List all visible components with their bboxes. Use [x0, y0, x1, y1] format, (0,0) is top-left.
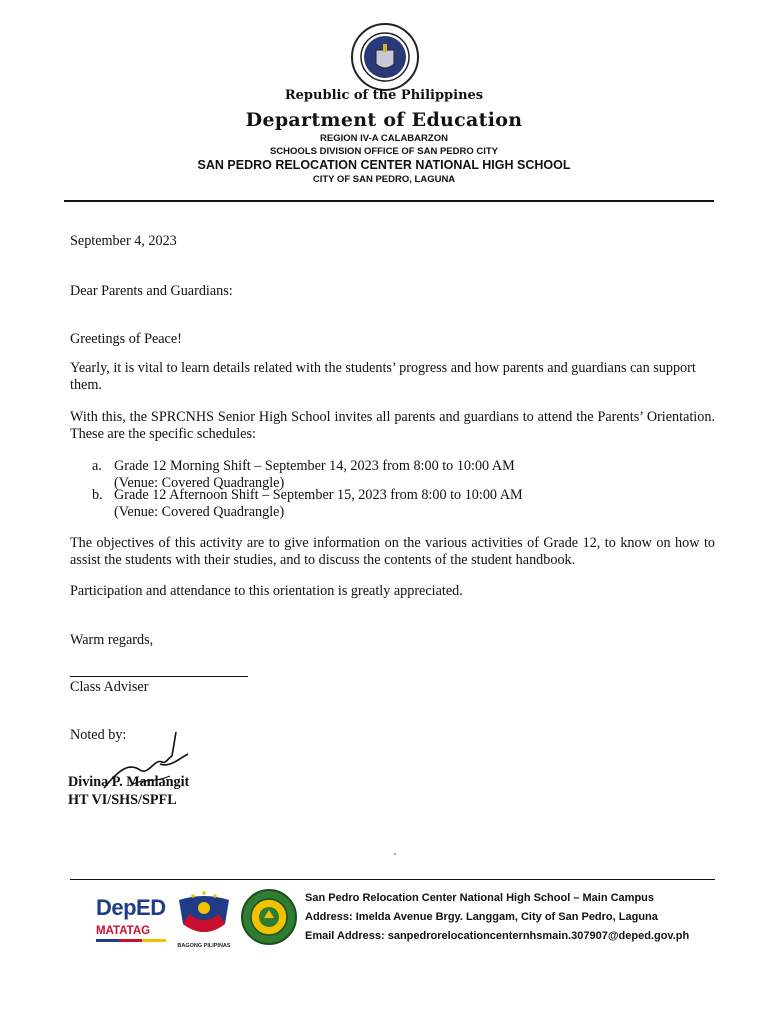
signature-line: [70, 676, 248, 677]
stray-dot: [394, 853, 396, 855]
school-heading: SAN PEDRO RELOCATION CENTER NATIONAL HIGH SCHOOL: [197, 158, 571, 172]
header-divider: [64, 200, 714, 202]
deped-logo-icon: [96, 896, 168, 948]
deped-logo-text: DepED: [96, 895, 166, 920]
bagong-pilipinas-text: BAGONG PILIPINAS: [177, 943, 231, 949]
deped-seal-icon: [350, 22, 420, 92]
bagong-pilipinas-logo-icon: [173, 890, 235, 948]
department-heading: Department of Education: [245, 109, 523, 131]
schedule-marker: b.: [92, 487, 103, 503]
letter-date: September 4, 2023: [70, 233, 177, 249]
matatag-text: MATATAG: [96, 925, 151, 937]
footer-address: Address: Imelda Avenue Brgy. Langgam, City of San Pedro, Laguna: [305, 911, 658, 923]
schedule-marker: a.: [92, 458, 102, 474]
salutation: Dear Parents and Guardians:: [70, 283, 233, 299]
region-heading: REGION IV-A CALABARZON: [320, 133, 448, 144]
division-heading: SCHOOLS DIVISION OFFICE OF SAN PEDRO CITY: [269, 146, 499, 157]
schedule-text: Grade 12 Morning Shift – September 14, 2023 from 8:00 to 10:00 AM: [114, 458, 515, 474]
footer-divider: [70, 879, 715, 880]
paragraph-1: Yearly, it is vital to learn details related with the students’ progress and how parents and guardians can support them.: [70, 360, 696, 393]
schedule-item: [92, 487, 523, 521]
footer-email[interactable]: Email Address: sanpedrorelocationcenternhsmain.307907@deped.gov.ph: [305, 930, 690, 942]
paragraph-3: The objectives of this activity are to give information on the various activities of Grade 12, to know on how to assist the students with their studies, and to discuss the contents of the student handbook.: [70, 535, 715, 568]
signatory-name: Divina P. Manlangit: [68, 774, 190, 790]
paragraph-4: Participation and attendance to this orientation is greatly appreciated.: [70, 583, 463, 599]
school-seal-icon: [240, 888, 298, 951]
closing: Warm regards,: [70, 632, 154, 648]
signatory-title: HT VI/SHS/SPFL: [68, 792, 177, 808]
matatag-stripe: [96, 939, 166, 942]
republic-heading: Republic of the Philippines: [284, 88, 484, 103]
greeting: Greetings of Peace!: [70, 331, 182, 347]
schedule-text: Grade 12 Afternoon Shift – September 15, 2023 from 8:00 to 10:00 AM: [114, 487, 523, 503]
paragraph-2: With this, the SPRCNHS Senior High School invites all parents and guardians to attend the Parents’ Orientation. These are the specific schedules:: [70, 409, 715, 442]
schedule-venue: (Venue: Covered Quadrangle): [114, 475, 285, 491]
schedule-venue: (Venue: Covered Quadrangle): [114, 504, 285, 520]
footer-school-name: San Pedro Relocation Center National High School – Main Campus: [305, 892, 654, 904]
city-heading: CITY OF SAN PEDRO, LAGUNA: [312, 174, 456, 185]
adviser-label: Class Adviser: [70, 679, 149, 695]
noted-by-label: Noted by:: [70, 727, 127, 743]
